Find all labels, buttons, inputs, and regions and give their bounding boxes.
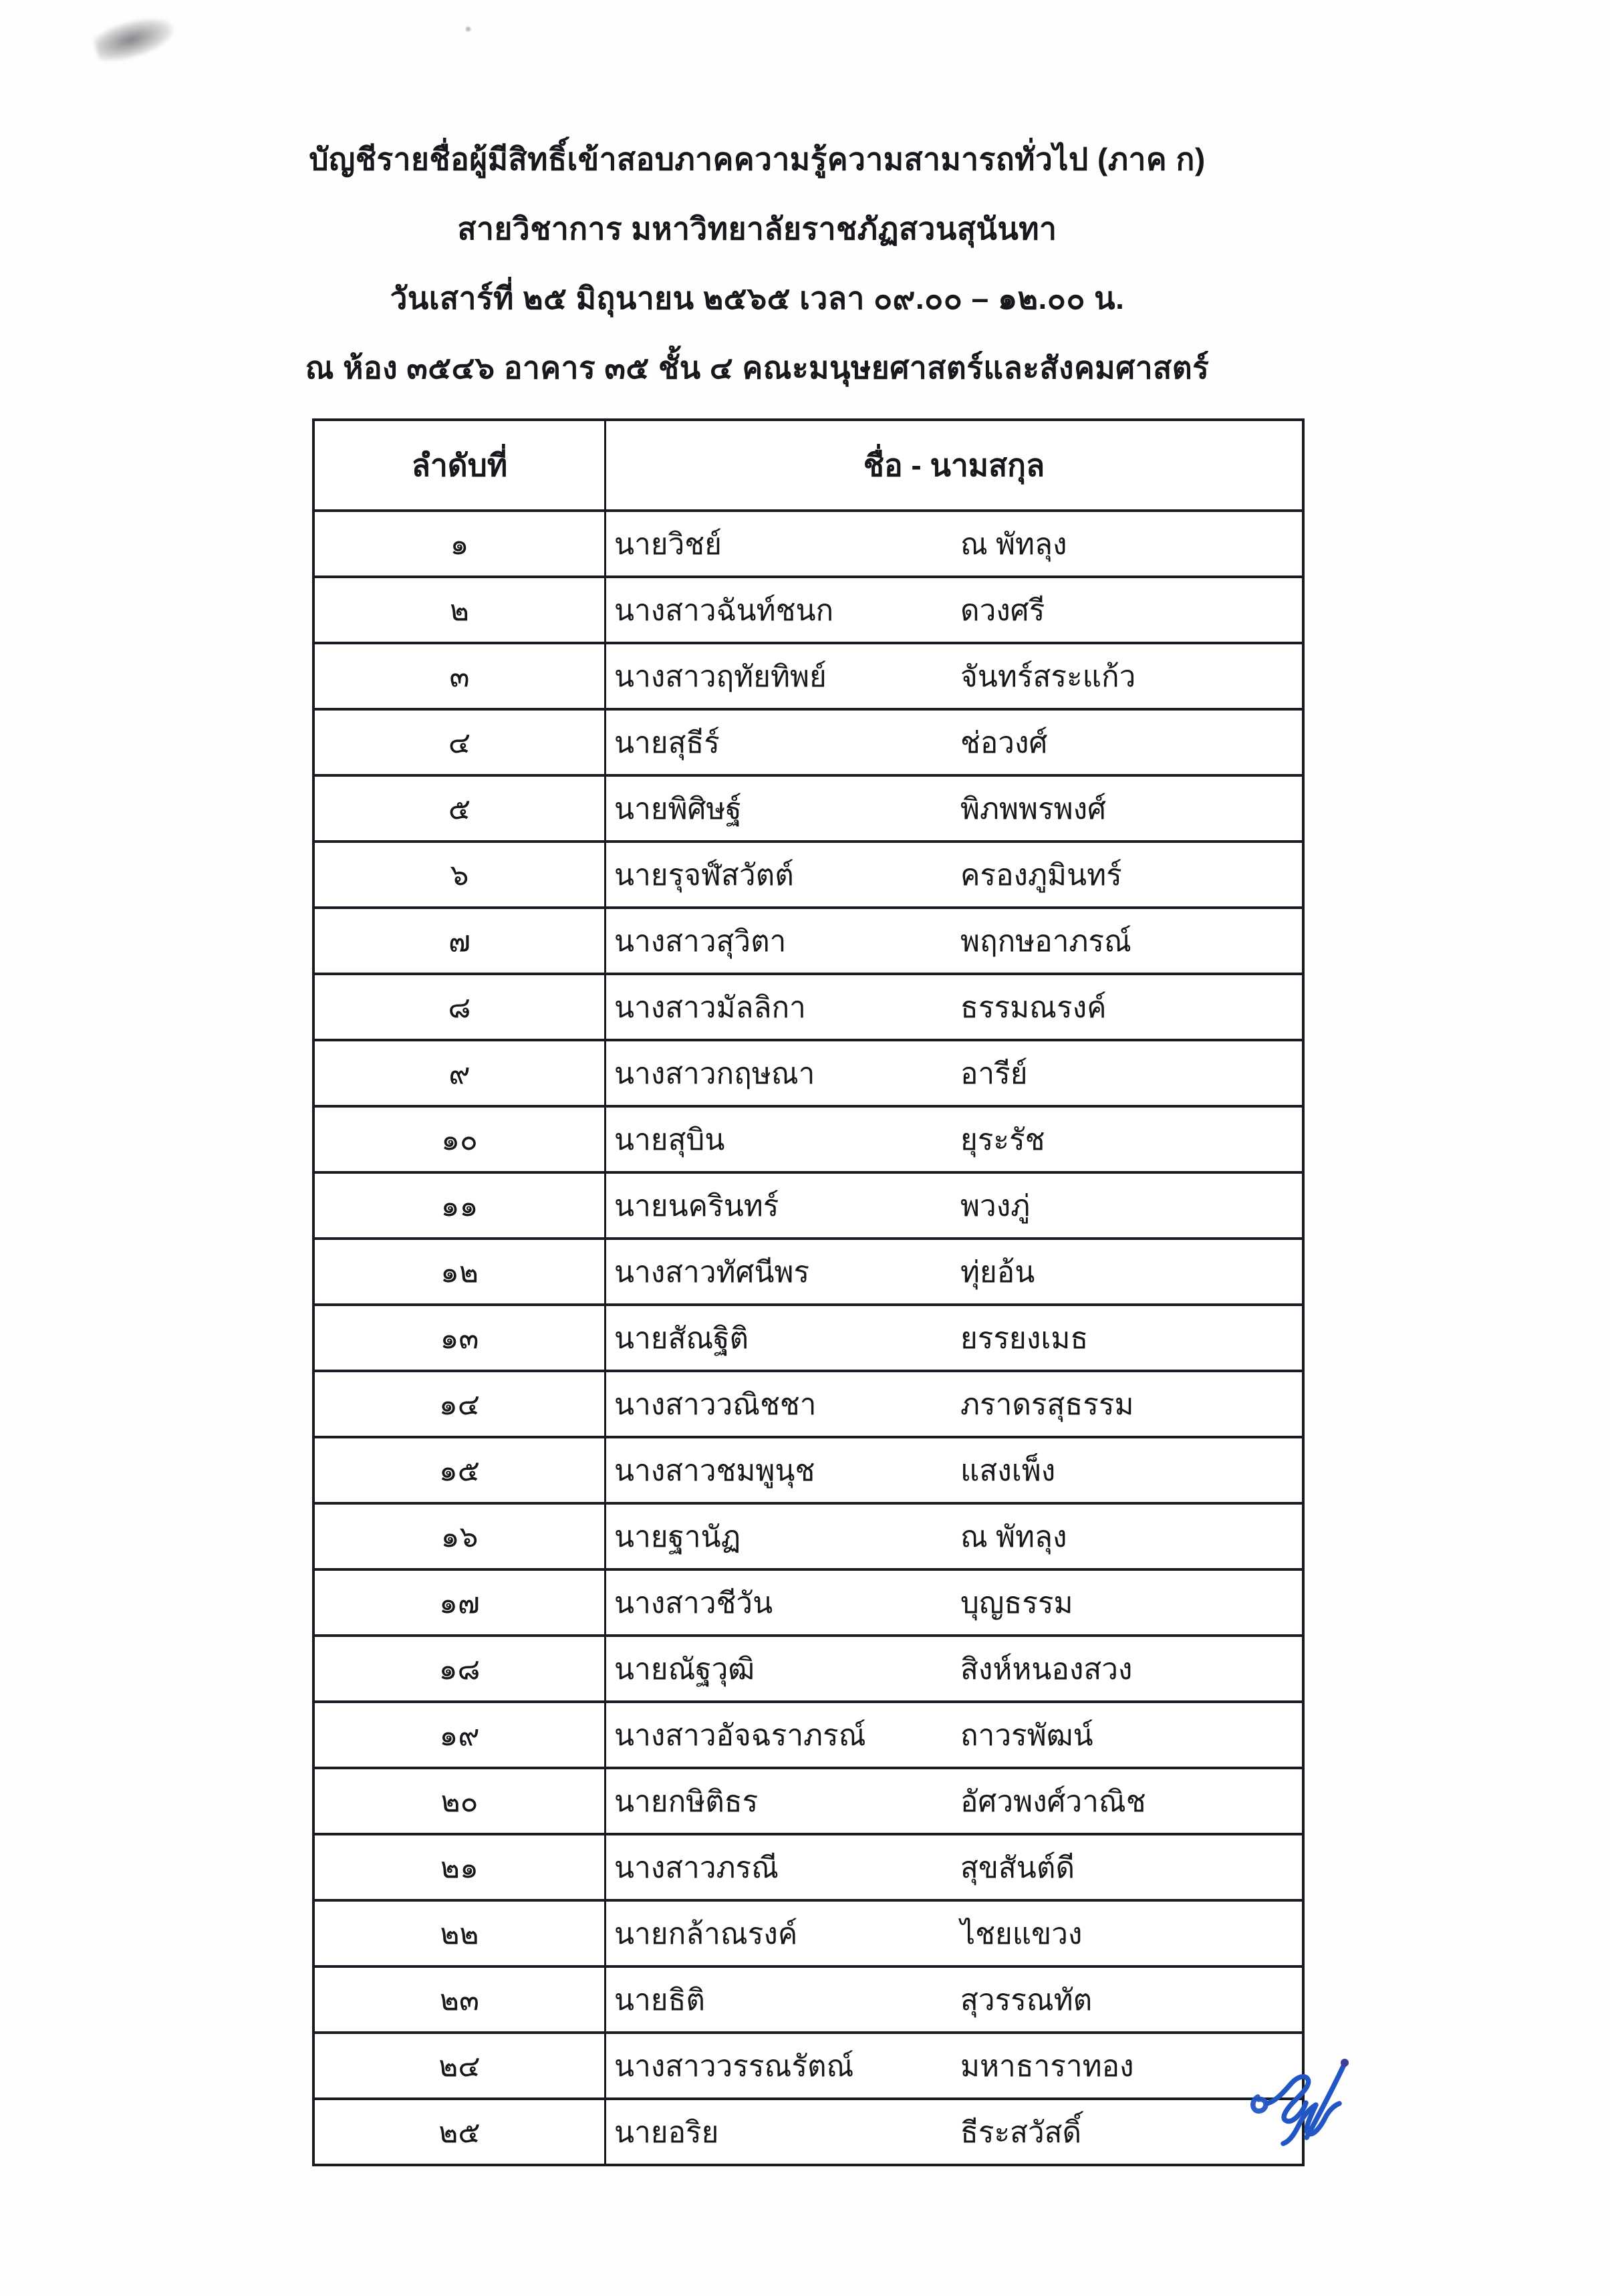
first-name: นางสาวฉันท์ชนก bbox=[614, 594, 834, 627]
first-name: นางสาวภรณี bbox=[614, 1851, 779, 1884]
last-name: สิงห์หนองสวง bbox=[960, 1652, 1133, 1686]
row-number: ๙ bbox=[315, 1041, 606, 1105]
table-row bbox=[315, 1039, 1302, 1105]
table-row bbox=[315, 774, 1302, 840]
first-name: นายฐานัฏ bbox=[614, 1520, 741, 1553]
name-cell bbox=[606, 1108, 1302, 1171]
first-name: นายสัณฐิติ bbox=[614, 1321, 749, 1355]
last-name: ทุ่ยอ้น bbox=[960, 1255, 1035, 1289]
first-name: นายนครินทร์ bbox=[614, 1189, 779, 1223]
name-cell bbox=[606, 1174, 1302, 1237]
first-name: นายสุธีร์ bbox=[614, 726, 720, 759]
name-cell bbox=[606, 1372, 1302, 1436]
last-name: ถาวรพัฒน์ bbox=[960, 1718, 1093, 1752]
last-name: ธีระสวัสดิ์ bbox=[960, 2116, 1082, 2149]
last-name: พวงภู่ bbox=[960, 1189, 1031, 1223]
last-name: ดวงศรี bbox=[960, 594, 1045, 627]
row-number: ๖ bbox=[315, 843, 606, 906]
table-row bbox=[315, 1502, 1302, 1568]
table-row bbox=[315, 1303, 1302, 1370]
row-number: ๑๘ bbox=[315, 1637, 606, 1700]
last-name: จันทร์สระแก้ว bbox=[960, 660, 1136, 693]
name-cell bbox=[606, 578, 1302, 642]
document-title-block bbox=[0, 124, 1514, 402]
name-cell bbox=[606, 2100, 1302, 2164]
first-name: นางสาววรรณรัตณ์ bbox=[614, 2049, 854, 2083]
table-row bbox=[315, 1965, 1302, 2031]
document-subtitle-location: ณ ห้อง ๓๕๔๖ อาคาร ๓๕ ชั้น ๔ คณะมนุษยศาสตร์และสังคมศาสตร์ bbox=[305, 350, 1210, 385]
first-name: นางสาวชมพูนุช bbox=[614, 1454, 815, 1487]
name-cell bbox=[606, 1703, 1302, 1767]
last-name: ธรรมณรงค์ bbox=[960, 991, 1107, 1024]
table-header-row bbox=[315, 421, 1302, 509]
name-cell bbox=[606, 843, 1302, 906]
scan-speck-artifact bbox=[466, 27, 471, 31]
table-row bbox=[315, 1767, 1302, 1833]
row-number: ๑๒ bbox=[315, 1240, 606, 1303]
table-row bbox=[315, 642, 1302, 708]
table-row bbox=[315, 840, 1302, 906]
table-row bbox=[315, 509, 1302, 576]
name-cell bbox=[606, 1041, 1302, 1105]
name-cell bbox=[606, 1968, 1302, 2031]
first-name: นายกล้าณรงค์ bbox=[614, 1917, 798, 1950]
column-header-no: ลำดับที่ bbox=[315, 421, 606, 509]
row-number: ๑ bbox=[315, 512, 606, 576]
document-subtitle-unit: สายวิชาการ มหาวิทยาลัยราชภัฏสวนสุนันทา bbox=[457, 211, 1057, 246]
last-name: อารีย์ bbox=[960, 1057, 1028, 1090]
row-number: ๒ bbox=[315, 578, 606, 642]
first-name: นายสุบิน bbox=[614, 1123, 725, 1156]
row-number: ๒๔ bbox=[315, 2034, 606, 2097]
last-name: มหาธาราทอง bbox=[960, 2049, 1134, 2083]
name-cell bbox=[606, 1571, 1302, 1634]
name-cell bbox=[606, 777, 1302, 840]
table-row bbox=[315, 1833, 1302, 1899]
row-number: ๒๐ bbox=[315, 1769, 606, 1833]
first-name: นายณัฐวุฒิ bbox=[614, 1652, 755, 1686]
table-row bbox=[315, 1237, 1302, 1303]
row-number: ๘ bbox=[315, 975, 606, 1039]
row-number: ๑๔ bbox=[315, 1372, 606, 1436]
table-row bbox=[315, 906, 1302, 973]
table-row bbox=[315, 1568, 1302, 1634]
row-number: ๑๙ bbox=[315, 1703, 606, 1767]
first-name: นายพิศิษฐ์ bbox=[614, 792, 742, 825]
last-name: ยุระรัช bbox=[960, 1123, 1045, 1156]
last-name: ยรรยงเมธ bbox=[960, 1321, 1089, 1355]
table-row bbox=[315, 1171, 1302, 1237]
table-row bbox=[315, 973, 1302, 1039]
first-name: นางสาวมัลลิกา bbox=[614, 991, 806, 1024]
first-name: นายอริย bbox=[614, 2116, 719, 2149]
table-row bbox=[315, 2097, 1302, 2164]
table-row bbox=[315, 708, 1302, 774]
signature-ink-dot bbox=[1341, 2059, 1349, 2067]
table-row bbox=[315, 1436, 1302, 1502]
first-name: นายวิชย์ bbox=[614, 527, 722, 561]
name-cell bbox=[606, 711, 1302, 774]
name-cell bbox=[606, 1240, 1302, 1303]
column-header-name: ชื่อ - นามสกุล bbox=[863, 447, 1045, 483]
last-name: ช่อวงศ์ bbox=[960, 726, 1048, 759]
first-name: นางสาวสุวิตา bbox=[614, 924, 787, 958]
name-cell bbox=[606, 1505, 1302, 1568]
first-name: นายรุจฬ์สวัตต์ bbox=[614, 858, 794, 892]
name-cell bbox=[606, 975, 1302, 1039]
row-number: ๑๗ bbox=[315, 1571, 606, 1634]
first-name: นางสาวชีวัน bbox=[614, 1586, 773, 1620]
row-number: ๑๑ bbox=[315, 1174, 606, 1237]
table-row bbox=[315, 1105, 1302, 1171]
row-number: ๒๒ bbox=[315, 1902, 606, 1965]
table-row bbox=[315, 2031, 1302, 2097]
last-name: สุวรรณทัต bbox=[960, 1983, 1093, 2017]
last-name: บุญธรรม bbox=[960, 1586, 1073, 1620]
row-number: ๒๕ bbox=[315, 2100, 606, 2164]
first-name: นายธิติ bbox=[614, 1983, 705, 2017]
name-cell bbox=[606, 1438, 1302, 1502]
row-number: ๒๓ bbox=[315, 1968, 606, 2031]
name-cell bbox=[606, 512, 1302, 576]
row-number: ๕ bbox=[315, 777, 606, 840]
name-cell bbox=[606, 1835, 1302, 1899]
first-name: นางสาวกฤษณา bbox=[614, 1057, 815, 1090]
table-row bbox=[315, 1899, 1302, 1965]
last-name: พฤกษอาภรณ์ bbox=[960, 924, 1131, 958]
row-number: ๒๑ bbox=[315, 1835, 606, 1899]
name-cell bbox=[606, 644, 1302, 708]
first-name: นางสาวอัจฉราภรณ์ bbox=[614, 1718, 866, 1752]
row-number: ๗ bbox=[315, 909, 606, 973]
row-number: ๑๖ bbox=[315, 1505, 606, 1568]
row-number: ๓ bbox=[315, 644, 606, 708]
row-number: ๑๐ bbox=[315, 1108, 606, 1171]
first-name: นางสาวฤทัยทิพย์ bbox=[614, 660, 827, 693]
first-name: นางสาวทัศนีพร bbox=[614, 1255, 810, 1289]
candidate-list-table bbox=[312, 418, 1305, 2166]
last-name: ภราดรสุธรรม bbox=[960, 1388, 1134, 1421]
first-name: นางสาววณิชชา bbox=[614, 1388, 817, 1421]
last-name: พิภพพรพงศ์ bbox=[960, 792, 1107, 825]
last-name: อัศวพงศ์วาณิช bbox=[960, 1785, 1146, 1818]
name-cell bbox=[606, 1637, 1302, 1700]
last-name: แสงเพ็ง bbox=[960, 1454, 1056, 1487]
name-cell bbox=[606, 909, 1302, 973]
last-name: ครองภูมินทร์ bbox=[960, 858, 1122, 892]
row-number: ๑๓ bbox=[315, 1306, 606, 1370]
scan-smudge-artifact bbox=[92, 11, 177, 67]
name-cell bbox=[606, 1902, 1302, 1965]
table-row bbox=[315, 1700, 1302, 1767]
name-cell bbox=[606, 2034, 1302, 2097]
document-title: บัญชีรายชื่อผู้มีสิทธิ์เข้าสอบภาคความรู้ความสามารถทั่วไป (ภาค ก) bbox=[309, 142, 1206, 176]
first-name: นายกษิติธร bbox=[614, 1785, 759, 1818]
table-row bbox=[315, 1370, 1302, 1436]
last-name: ณ พัทลุง bbox=[960, 527, 1067, 561]
last-name: สุขสันต์ดี bbox=[960, 1851, 1075, 1884]
handwritten-signature bbox=[1238, 2042, 1381, 2169]
row-number: ๔ bbox=[315, 711, 606, 774]
name-cell bbox=[606, 1306, 1302, 1370]
table-row bbox=[315, 576, 1302, 642]
last-name: ไชยแขวง bbox=[960, 1917, 1083, 1950]
table-row bbox=[315, 1634, 1302, 1700]
row-number: ๑๕ bbox=[315, 1438, 606, 1502]
last-name: ณ พัทลุง bbox=[960, 1520, 1067, 1553]
document-subtitle-datetime: วันเสาร์ที่ ๒๕ มิถุนายน ๒๕๖๕ เวลา ๐๙.๐๐ – ๑๒.๐๐ น. bbox=[390, 281, 1125, 315]
name-cell bbox=[606, 1769, 1302, 1833]
